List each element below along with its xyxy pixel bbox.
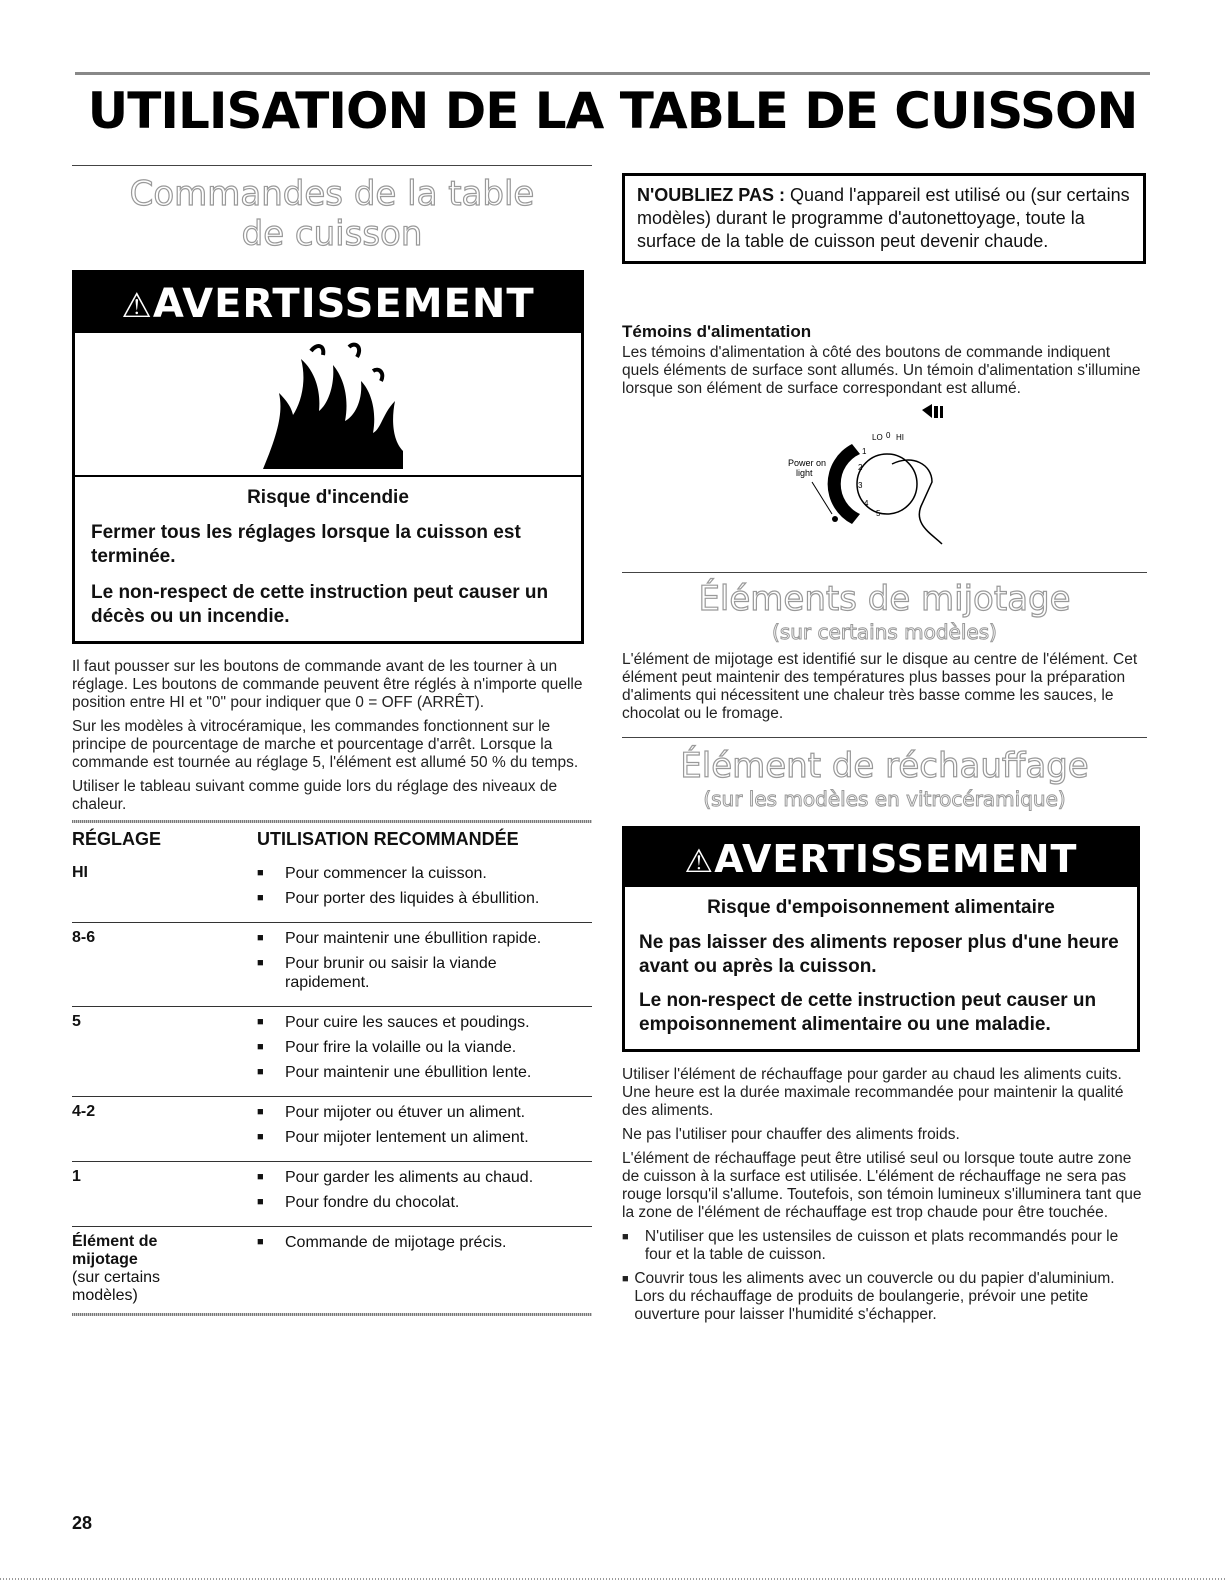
section-title-controls-line1: Commandes de la table <box>129 174 535 214</box>
setting-level: Élément de mijotage <box>72 1233 158 1268</box>
bullet-icon: ■ <box>257 1066 264 1078</box>
fire-icon-area <box>75 333 581 477</box>
table-row <box>72 923 592 1007</box>
setting-level-cell <box>72 923 257 1007</box>
control-knob-diagram <box>782 404 982 554</box>
usage-text: Pour maintenir une ébullition rapide. <box>285 930 542 947</box>
simmer-section-title: Éléments de mijotage <box>698 579 1071 619</box>
warning-banner: ⚠AVERTISSEMENT <box>625 829 1137 887</box>
table-row <box>72 858 592 923</box>
knob-mark-0: 0 <box>886 431 891 440</box>
warning-banner: ⚠AVERTISSEMENT <box>75 273 581 333</box>
usage-item <box>257 889 592 908</box>
setting-level-cell <box>72 1162 257 1227</box>
usage-cell <box>257 1097 592 1162</box>
usage-text: Commande de mijotage précis. <box>285 1234 507 1251</box>
usage-item <box>257 1103 592 1122</box>
warning-consequence: Le non-respect de cette instruction peut causer un empoisonnement alimentaire ou une maladie. <box>639 990 1097 1035</box>
usage-cell <box>257 1227 592 1314</box>
heat-settings-table <box>72 823 592 1313</box>
usage-text: Pour cuire les sauces et poudings. <box>285 1014 530 1031</box>
knob-arrow-icon <box>828 444 860 524</box>
section-divider <box>622 737 1147 738</box>
usage-text: Pour frire la volaille ou la viande. <box>285 1039 517 1056</box>
warning-instruction: Fermer tous les réglages lorsque la cuisson est terminée. <box>91 522 521 567</box>
section-title-controls-line2: de cuisson <box>241 214 423 254</box>
knob-mark-1: 1 <box>862 447 867 456</box>
power-light-dot <box>832 516 838 522</box>
knob-mark-3: 3 <box>858 481 863 490</box>
bullet-icon: ■ <box>257 932 264 944</box>
food-warning-text <box>625 887 1137 1049</box>
simmer-text: L'élément de mijotage est identifié sur le disque au centre de l'élément. Cet élément peut maintenir des températures plus basses pour la préparation d'aliments qui nécessitent une chaleur très basse comme les sauces, le chocolat ou le fromage. <box>622 651 1138 722</box>
column-header-usage: UTILISATION RECOMMANDÉE <box>257 829 519 849</box>
bullet-icon: ■ <box>257 1236 264 1248</box>
warning-triangle-icon: ⚠ <box>121 286 153 326</box>
usage-text: Pour garder les aliments au chaud. <box>285 1169 534 1186</box>
warming-section-subtitle: (sur les modèles en vitrocéramique) <box>703 787 1066 811</box>
setting-level: 5 <box>72 1013 81 1030</box>
bullet-icon: ■ <box>257 892 264 904</box>
setting-level-cell <box>72 1227 257 1314</box>
bullet-icon: ■ <box>257 1106 264 1118</box>
power-lights-title: Témoins d'alimentation <box>622 322 812 341</box>
usage-item <box>257 929 592 948</box>
knob-mark-4: 4 <box>864 499 869 508</box>
usage-item <box>257 954 592 992</box>
warning-triangle-icon: ⚠ <box>684 842 715 880</box>
table-body <box>72 858 592 1313</box>
bullet-icon: ■ <box>257 957 264 969</box>
usage-item <box>257 1233 592 1252</box>
table-header-row <box>72 823 592 858</box>
warning-instruction: Ne pas laisser des aliments reposer plus d'une heure avant ou après la cuisson. <box>639 932 1119 977</box>
remember-label: N'OUBLIEZ PAS : <box>637 185 785 205</box>
list-item: ■ N'utiliser que les ustensiles de cuisson et plats recommandés pour le four et la table de cuisson. <box>622 1228 1119 1263</box>
column-header-setting: RÉGLAGE <box>72 829 162 849</box>
list-item: ■ Couvrir tous les aliments avec un couvercle ou du papier d'aluminium. Lors du réchauffage de produits de boulangerie, prévoir une petite ouverture pour laisser l'humidité s'échapper. <box>622 1270 1115 1323</box>
setting-level-cell <box>72 1097 257 1162</box>
bullet-icon: ■ <box>257 867 264 879</box>
bullet-icon: ■ <box>257 1016 264 1028</box>
usage-item <box>257 1128 592 1147</box>
warming-tips-list <box>622 1228 1147 1324</box>
section-divider <box>622 572 1147 573</box>
simmer-section-subtitle: (sur certains modèles) <box>772 620 997 644</box>
setting-level: 1 <box>72 1168 81 1185</box>
fire-icon <box>253 341 413 471</box>
warming-section-title: Élément de réchauffage <box>680 746 1089 786</box>
page-number: 28 <box>72 1513 93 1533</box>
warning-consequence: Le non-respect de cette instruction peut causer un décès ou un incendie. <box>91 582 549 627</box>
usage-item <box>257 864 592 883</box>
setting-level: 8-6 <box>72 929 96 946</box>
warning-risk-title: Risque d'empoisonnement alimentaire <box>707 897 1055 918</box>
setting-level: HI <box>72 864 88 881</box>
usage-cell <box>257 858 592 923</box>
power-lights-text: Les témoins d'alimentation à côté des boutons de commande indiquent quels éléments de surface sont allumés. Un témoin d'alimentation s'illumine lorsque son élément de surface correspondant est allumé. <box>622 344 1141 397</box>
controls-paragraph-3: Utiliser le tableau suivant comme guide lors du réglage des niveaux de chaleur. <box>72 778 558 813</box>
table-row <box>72 1007 592 1097</box>
usage-text: Pour mijoter ou étuver un aliment. <box>285 1104 526 1121</box>
page-title: UTILISATION DE LA TABLE DE CUISSON <box>87 82 1138 140</box>
setting-level-cell <box>72 1007 257 1097</box>
usage-item <box>257 1168 592 1187</box>
section-divider <box>72 165 592 166</box>
push-arrow-icon <box>922 404 943 418</box>
usage-cell <box>257 923 592 1007</box>
usage-item <box>257 1063 592 1082</box>
usage-text: Pour mijoter lentement un aliment. <box>285 1129 529 1146</box>
table-row <box>72 1227 592 1314</box>
controls-paragraph-1: Il faut pousser sur les boutons de commande avant de les tourner à un réglage. Les boutons de commande peuvent être réglés à n'importe quelle position entre HI et "0" pour indiquer que 0 = OFF (ARRÊT). <box>72 658 583 711</box>
usage-item <box>257 1193 592 1212</box>
remember-note-box <box>622 173 1146 264</box>
warning-risk-title: Risque d'incendie <box>247 487 409 508</box>
food-poisoning-warning-box <box>622 826 1140 1052</box>
usage-text: Pour brunir ou saisir la viande rapidement. <box>285 955 497 991</box>
right-column <box>622 165 1147 1330</box>
bullet-icon: ■ <box>257 1196 264 1208</box>
usage-text: Pour fondre du chocolat. <box>285 1194 460 1211</box>
usage-text: Pour porter des liquides à ébullition. <box>285 890 540 907</box>
fire-warning-text <box>75 477 581 641</box>
setting-level-cell <box>72 858 257 923</box>
fire-warning-box <box>72 270 584 644</box>
controls-paragraph-2: Sur les modèles à vitrocéramique, les commandes fonctionnent sur le principe de pourcentage de marche et pourcentage d'arrêt. Lorsque la commande est tournée au réglage 5, l'élément est allumé 50 % du temps. <box>72 718 579 771</box>
table-row <box>72 1097 592 1162</box>
remember-text: Quand l'appareil est utilisé ou (sur certains modèles) durant le programme d'autonettoyage, toute la surface de la table de cuisson peut devenir chaude. <box>637 185 1130 251</box>
usage-text: Pour maintenir une ébullition lente. <box>285 1064 532 1081</box>
hand-icon <box>892 460 942 544</box>
warming-paragraph-2: Ne pas l'utiliser pour chauffer des aliments froids. <box>622 1126 960 1143</box>
knob-mark-2: 2 <box>858 463 863 472</box>
usage-cell <box>257 1007 592 1097</box>
setting-level-note: (sur certains modèles) <box>72 1269 161 1304</box>
bullet-icon: ■ <box>257 1171 264 1183</box>
bullet-icon: ■ <box>257 1131 264 1143</box>
table-row <box>72 1162 592 1227</box>
knob-mark-lo: LO <box>872 433 883 442</box>
bullet-icon: ■ <box>622 1231 629 1243</box>
bullet-icon: ■ <box>257 1041 264 1053</box>
knob-mark-5: 5 <box>876 509 881 518</box>
setting-level: 4-2 <box>72 1103 96 1120</box>
knob-mark-hi: HI <box>896 433 904 442</box>
power-light-label-2: light <box>796 468 813 478</box>
top-rule <box>75 72 1150 75</box>
warming-paragraph-3: L'élément de réchauffage peut être utilisé seul ou lorsque toute autre zone de cuisson à la surface est utilisée. L'élément de réchauffage ne sera pas rouge lorsqu'il s'allume. Toutefois, son témoin lumineux s'illuminera tant que la zone de l'élément de réchauffage est trop chaude pour être touchée. <box>622 1150 1142 1221</box>
warming-paragraph-1: Utiliser l'élément de réchauffage pour garder au chaud les aliments cuits. Une heure est la durée maximale recommandée pour maintenir la qualité des aliments. <box>622 1066 1124 1119</box>
usage-cell <box>257 1162 592 1227</box>
usage-text: Pour commencer la cuisson. <box>285 865 487 882</box>
bullet-icon: ■ <box>622 1273 629 1285</box>
usage-item <box>257 1038 592 1057</box>
usage-item <box>257 1013 592 1032</box>
left-column <box>72 165 592 1316</box>
table-bottom-rule <box>72 1313 592 1316</box>
bottom-rule <box>0 1578 1225 1580</box>
power-on-light-label: Power on <box>788 458 827 468</box>
